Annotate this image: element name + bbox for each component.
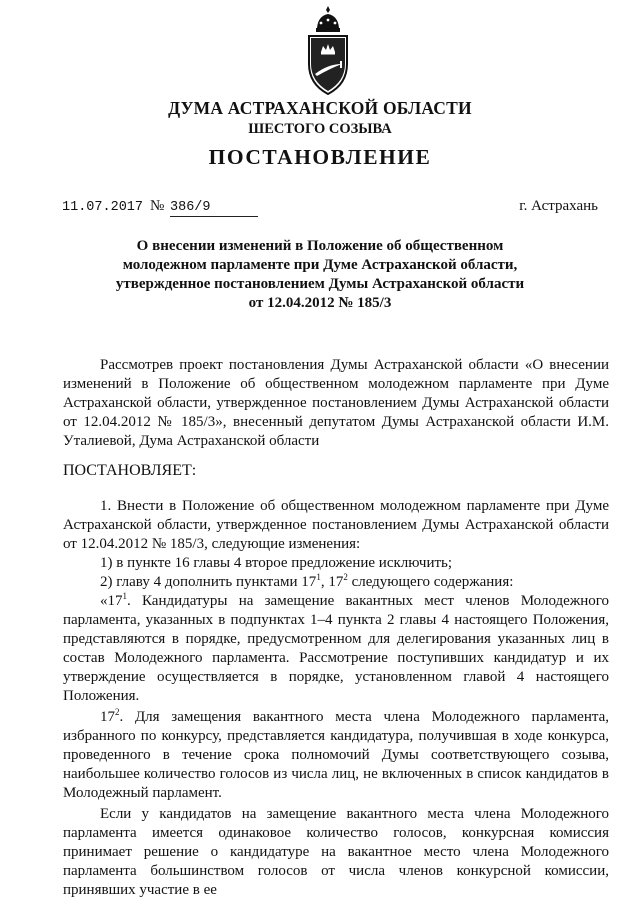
convocation: ШЕСТОГО СОЗЫВА — [248, 121, 392, 137]
document-type: ПОСТАНОВЛЕНИЕ — [208, 145, 432, 169]
resolves-heading: ПОСТАНОВЛЯЕТ: — [63, 462, 197, 479]
title-line: О внесении изменений в Положение об общественном — [136, 238, 504, 254]
item-1: 1. Внести в Положение об общественном молодежном парламенте при Думе Астраханской области, утвержденное постановлением Думы Астраханской области от 12.04.2012 № 185/3, следующие изменения: — [63, 498, 609, 552]
title-line: утвержденное постановлением Думы Астраханской области — [115, 276, 525, 292]
clause-17-1: «$17^1$. Кандидатуры на замещение вакантных мест членов Молодежного парламента, указанных в подпунктах 1–4 пункта 2 главы 4 настоящего Положения, представляются в порядке, предусмотренном для делегирования указанных лиц в состав Молодежного парламента. Рассмотрение поступивших кандидатур и их утверждение осуществляется в порядке, установленном главой 4 настоящего Положения. — [63, 591, 609, 704]
organization-name: ДУМА АСТРАХАНСКОЙ ОБЛАСТИ — [168, 98, 472, 118]
clause-17-2-continued: Если у кандидатов на замещение вакантного места члена Молодежного парламента имеется одинаковое количество голосов, конкурсная комиссия принимает решение о кандидатуре на вакантное место члена Молодежного парламента большинством голосов от числа членов конкурсной комиссии, принявших участие в ее — [63, 806, 609, 898]
document-date: 11.07.2017 — [62, 200, 144, 215]
document-number: 386/9 — [170, 200, 258, 217]
coat-of-arms-icon — [301, 4, 355, 98]
document-title — [0, 237, 640, 313]
item-1-2: 2) главу 4 дополнить пунктами $17^1$, $17^2$ следующего содержания: — [100, 572, 514, 590]
item-1-1: 1) в пункте 16 главы 4 второе предложение исключить; — [100, 555, 453, 571]
document-city: г. Астрахань — [519, 198, 598, 214]
resolution-body — [63, 497, 609, 900]
number-sign: № — [150, 198, 165, 214]
preamble-paragraph — [63, 356, 609, 451]
title-line: молодежном парламенте при Думе Астраханской области, — [122, 257, 518, 273]
clause-17-2: $17^2$. Для замещения вакантного места члена Молодежного парламента, избранного по конкурсу, представляется кандидатура, получившая в ходе конкурса, проведенного в течение срока полномочий Думы соответствующего созыва, наибольшее количество голосов из числа лиц, не включенных в список кандидатов в Молодежный парламент. — [63, 707, 609, 801]
preamble-text: Рассмотрев проект постановления Думы Астраханской области «О внесении изменений в Положение об общественном молодежном парламенте при Думе Астраханской области, утвержденное постановлением Думы Астраханской области от 12.04.2012 № 185/3», внесенный депутатом Думы Астраханской области И.М. Уталиевой, Дума Астраханской области — [63, 357, 609, 449]
title-line: от 12.04.2012 № 185/3 — [248, 295, 392, 311]
